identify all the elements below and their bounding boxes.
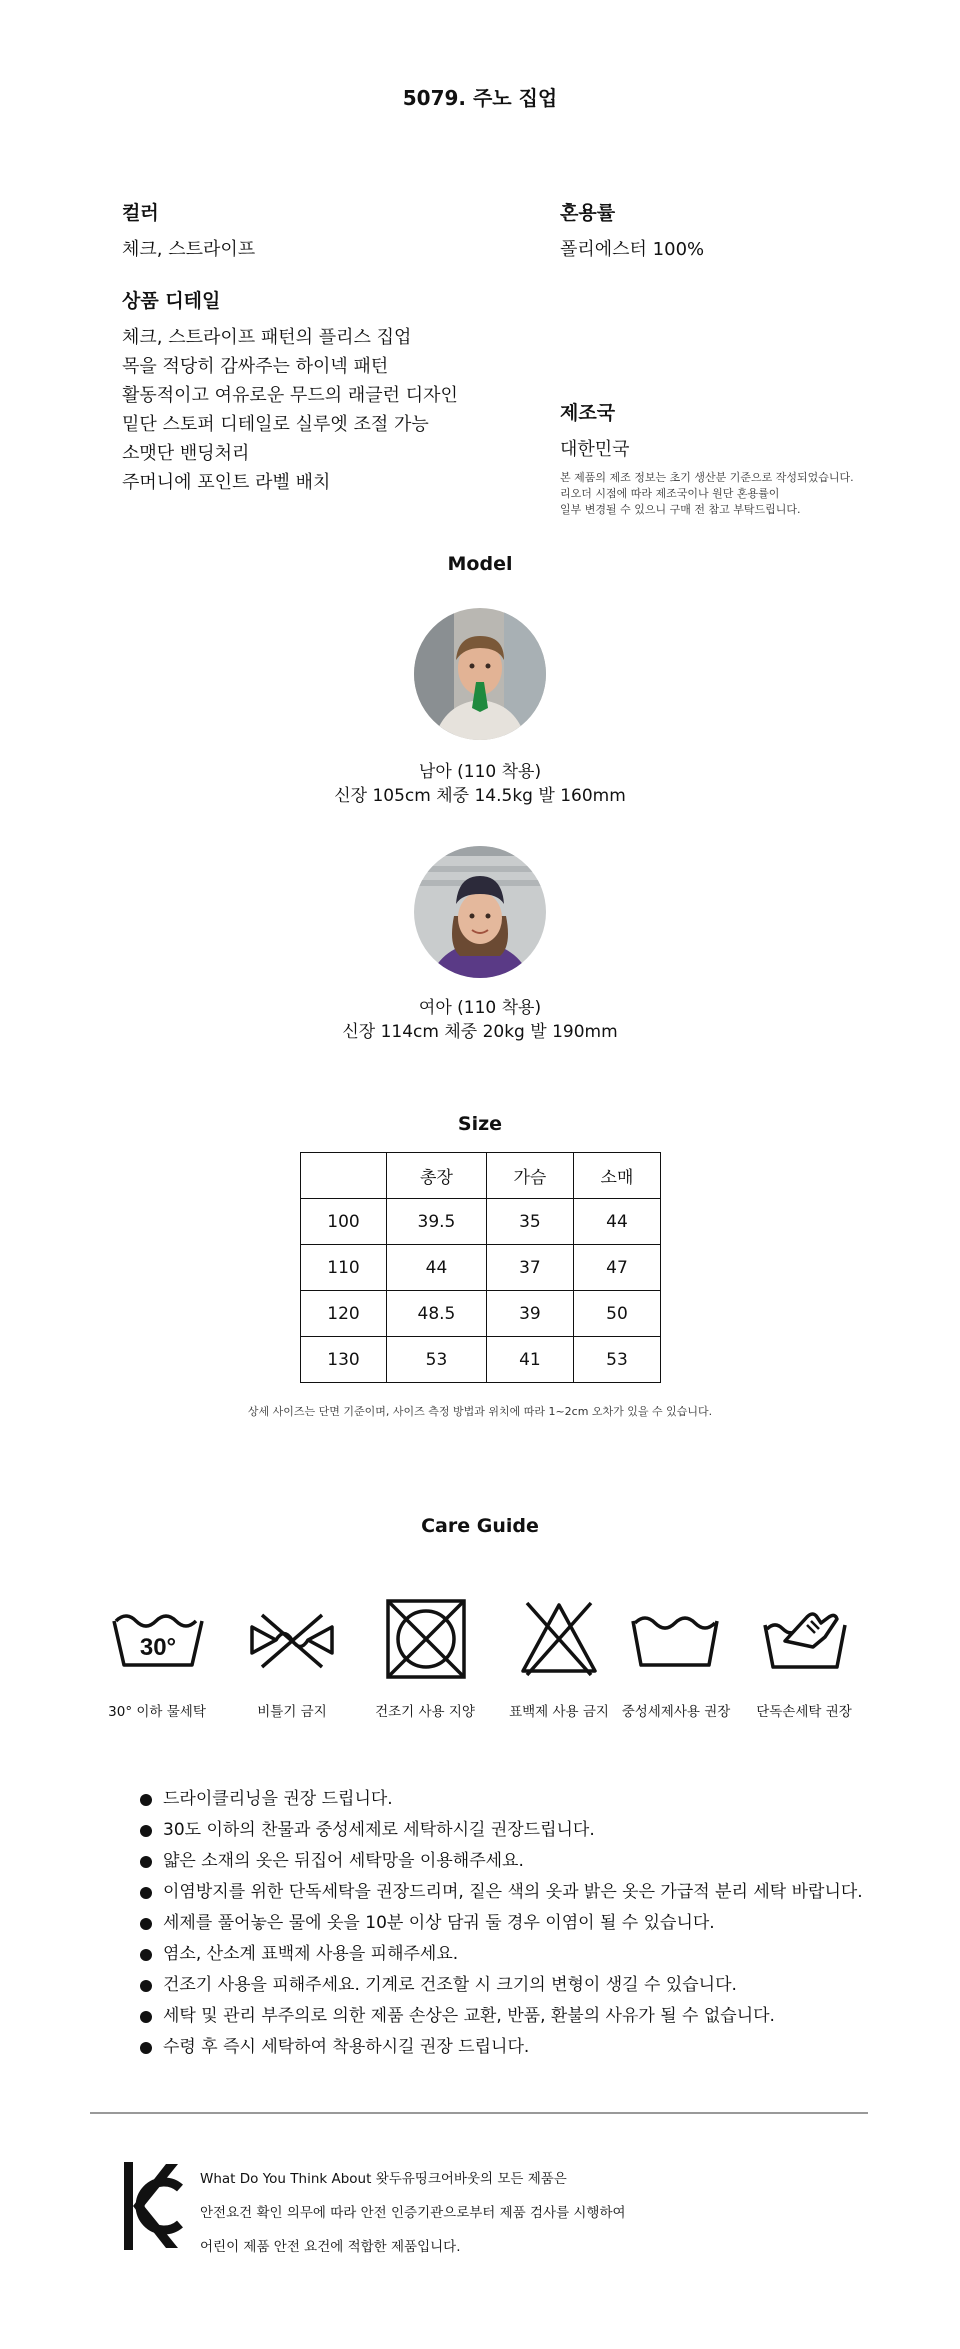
table-row [301, 1291, 661, 1337]
size-cell: 50 [573, 1291, 660, 1337]
detail-item: 소맷단 밴딩처리 [122, 443, 250, 464]
size-note: 상세 사이즈는 단면 기준이며, 사이즈 측정 방법과 위치에 따라 1~2cm 오차가 있을 수 있습니다. [247, 1405, 713, 1418]
size-cell: 53 [573, 1337, 660, 1383]
care-label: 비틀기 금지 [257, 1704, 327, 1720]
boy-model-photo [414, 608, 546, 740]
care-heading: Care Guide [421, 1515, 539, 1537]
table-row [301, 1245, 661, 1291]
size-table-header-cell: 가슴 [486, 1153, 573, 1199]
size-cell: 53 [387, 1337, 487, 1383]
color-heading: 컬러 [122, 202, 159, 224]
size-cell: 47 [573, 1245, 660, 1291]
size-table-header-cell: 총장 [387, 1153, 487, 1199]
list-item: 염소, 산소계 표백제 사용을 피해주세요. [138, 1939, 863, 1970]
size-cell: 110 [301, 1245, 387, 1291]
model-heading: Model [447, 553, 513, 575]
list-item: 드라이클리닝을 권장 드립니다. [138, 1784, 863, 1815]
girl-model-line1: 여아 (110 착용) [418, 998, 542, 1018]
size-cell: 44 [387, 1245, 487, 1291]
certification-line: What Do You Think About 왓두유띵크어바웃의 모든 제품은 [200, 2171, 567, 2187]
origin-heading: 제조국 [560, 402, 616, 424]
list-item: 얇은 소재의 옷은 뒤집어 세탁망을 이용해주세요. [138, 1846, 863, 1877]
detail-item: 활동적이고 여유로운 무드의 래글런 디자인 [122, 385, 458, 406]
boy-model-line2: 신장 105cm 체중 14.5kg 발 160mm [334, 786, 626, 806]
wash-30-icon [108, 1595, 208, 1685]
size-heading: Size [457, 1113, 503, 1135]
list-item: 세제를 풀어놓은 물에 옷을 10분 이상 담궈 둘 경우 이염이 될 수 있습니다. [138, 1908, 863, 1939]
size-cell: 48.5 [387, 1291, 487, 1337]
size-cell: 120 [301, 1291, 387, 1337]
color-section [122, 198, 255, 264]
list-item: 이염방지를 위한 단독세탁을 권장드리며, 짙은 색의 옷과 밝은 옷은 가급적 분리 세탁 바랍니다. [138, 1877, 863, 1908]
detail-section [122, 286, 458, 497]
wash-temp-label: 30° [139, 1634, 177, 1661]
size-cell: 44 [573, 1199, 660, 1245]
size-table-header-cell [301, 1153, 387, 1199]
origin-section [560, 398, 854, 518]
no-wring-icon [242, 1595, 342, 1685]
neutral-detergent-icon [625, 1595, 725, 1685]
care-label: 중성세제사용 권장 [621, 1704, 731, 1720]
list-item: 건조기 사용을 피해주세요. 기계로 건조할 시 크기의 변형이 생길 수 있습니다. [138, 1970, 863, 2001]
detail-item: 밑단 스토퍼 디테일로 실루엣 조절 가능 [122, 414, 429, 435]
kc-mark-icon [122, 2160, 184, 2252]
detail-item: 주머니에 포인트 라벨 배치 [122, 472, 331, 493]
certification-text [200, 2162, 626, 2264]
table-row [301, 1337, 661, 1383]
blend-heading: 혼용률 [560, 202, 616, 224]
care-label: 단독손세탁 권장 [756, 1704, 852, 1720]
list-item: 세탁 및 관리 부주의로 의한 제품 손상은 교환, 반품, 환불의 사유가 될 수 없습니다. [138, 2001, 863, 2032]
blend-section [560, 198, 704, 264]
size-cell: 39.5 [387, 1199, 487, 1245]
size-cell: 39 [486, 1291, 573, 1337]
blend-value: 폴리에스터 100% [560, 239, 705, 260]
boy-model-line1: 남아 (110 착용) [418, 762, 542, 782]
hand-wash-icon [755, 1595, 855, 1685]
size-table-header-cell: 소매 [573, 1153, 660, 1199]
care-instructions-list [138, 1784, 863, 2063]
detail-item: 체크, 스트라이프 패턴의 플리스 집업 [122, 327, 412, 348]
divider [90, 2112, 868, 2114]
certification-line: 안전요건 확인 의무에 따라 안전 인증기관으로부터 제품 검사를 시행하여 [200, 2205, 626, 2221]
size-cell: 100 [301, 1199, 387, 1245]
size-cell: 35 [486, 1199, 573, 1245]
girl-model-photo [414, 846, 546, 978]
product-title: 5079. 주노 집업 [402, 86, 558, 110]
size-cell: 37 [486, 1245, 573, 1291]
detail-heading: 상품 디테일 [122, 290, 221, 312]
origin-notice: 본 제품의 제조 정보는 초기 생산분 기준으로 작성되었습니다. 리오더 시점에 따라 제조국이나 원단 혼용률이 일부 변경될 수 있으니 구매 전 참고 부탁드립니다. [560, 471, 854, 516]
no-tumble-dry-icon [376, 1595, 476, 1685]
certification-line: 어린이 제품 안전 요건에 적합한 제품입니다. [200, 2239, 461, 2255]
girl-model-info [0, 996, 960, 1044]
size-table-header-row [301, 1153, 661, 1199]
list-item: 30도 이하의 찬물과 중성세제로 세탁하시길 권장드립니다. [138, 1815, 863, 1846]
care-label: 30° 이하 물세탁 [108, 1704, 206, 1720]
table-row [301, 1199, 661, 1245]
no-bleach-icon [509, 1595, 609, 1685]
detail-item: 목을 적당히 감싸주는 하이넥 패턴 [122, 356, 389, 377]
care-label: 표백제 사용 금지 [509, 1704, 609, 1720]
size-cell: 41 [486, 1337, 573, 1383]
boy-model-info [0, 760, 960, 808]
color-value: 체크, 스트라이프 [122, 239, 256, 260]
size-cell: 130 [301, 1337, 387, 1383]
origin-value: 대한민국 [560, 439, 630, 460]
care-label: 건조기 사용 지양 [375, 1704, 475, 1720]
girl-model-line2: 신장 114cm 체중 20kg 발 190mm [342, 1022, 618, 1042]
size-table [300, 1152, 661, 1383]
list-item: 수령 후 즉시 세탁하여 착용하시길 권장 드립니다. [138, 2032, 863, 2063]
